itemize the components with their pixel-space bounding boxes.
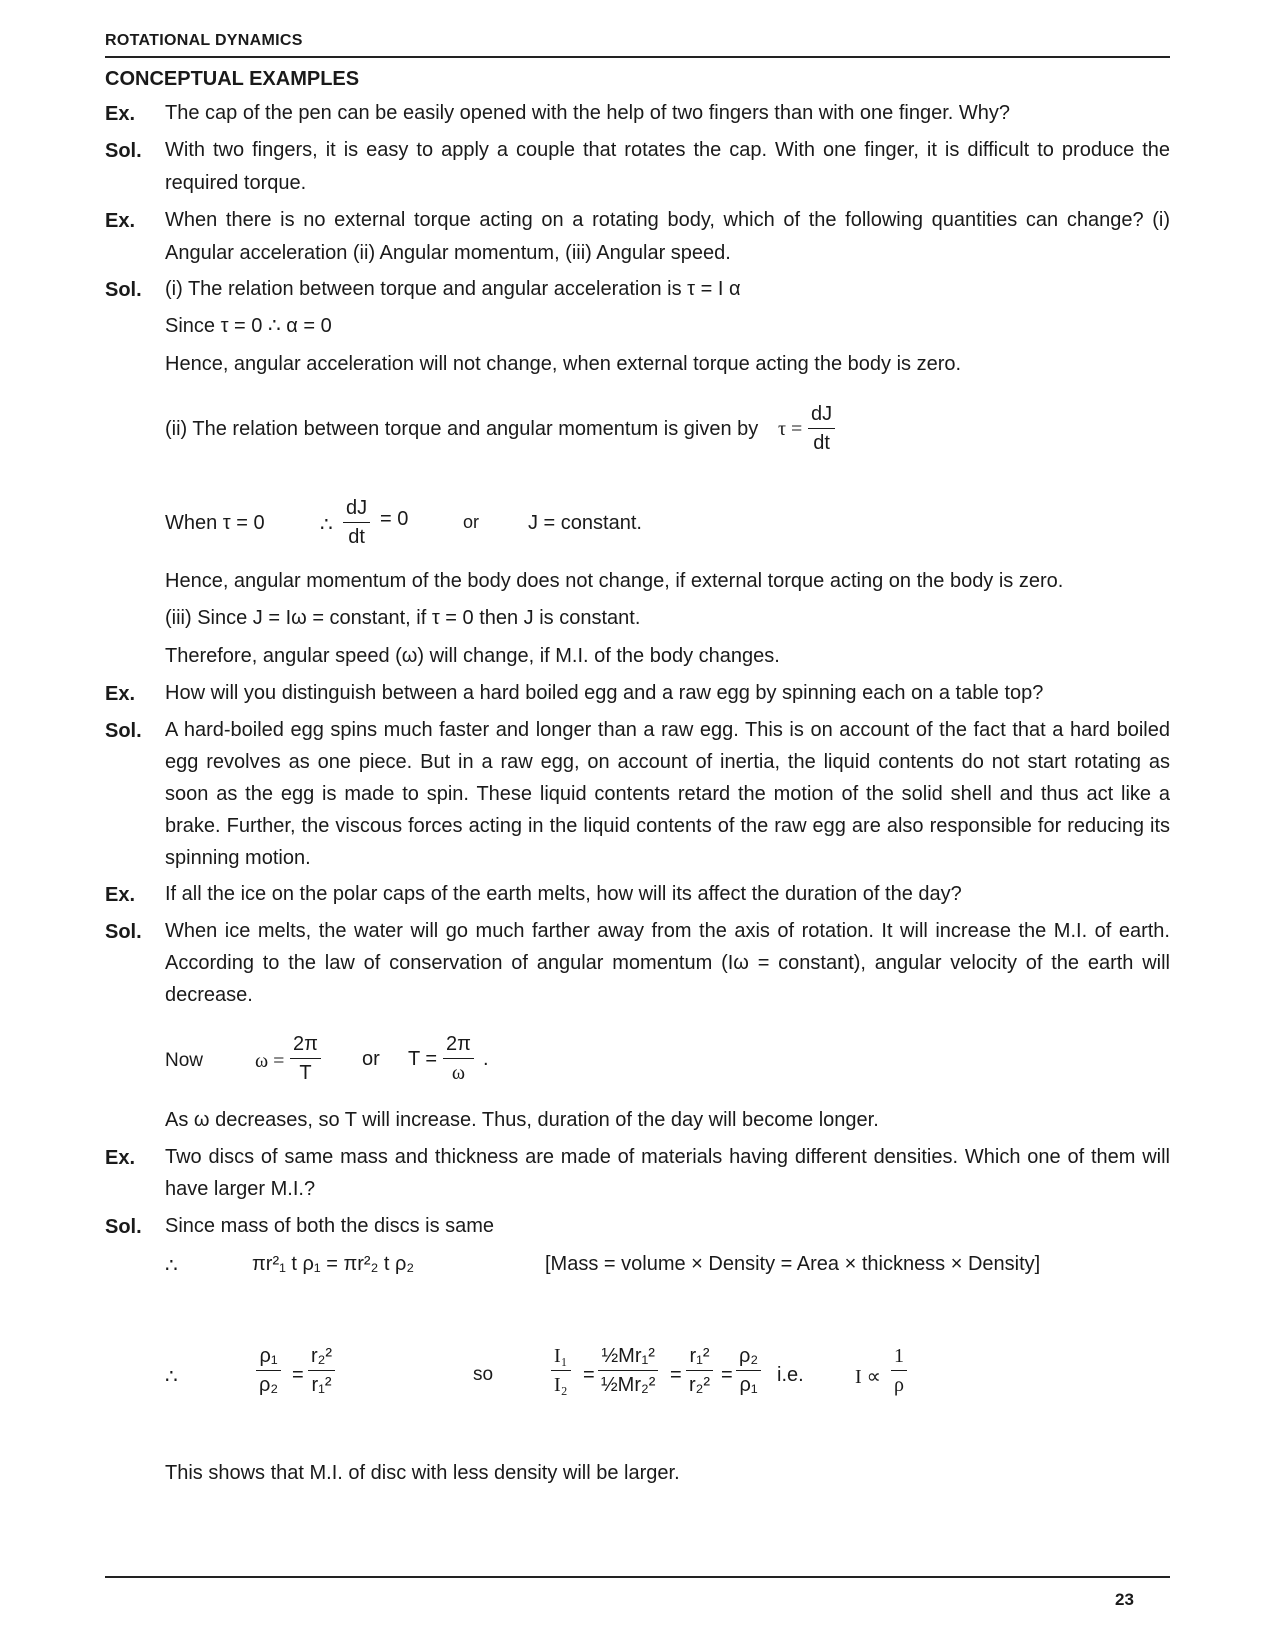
denominator: dt	[348, 526, 365, 548]
q2-question: When there is no external torque acting on a rotating body, which of the following quantities can change? (i) Angular acceleration (ii) Angular momentum, (iii) Angular speed.	[165, 209, 1170, 264]
ex-label: Ex.	[105, 210, 136, 232]
q5-ratio-line	[165, 1322, 1165, 1432]
page-number: 23	[1115, 1590, 1134, 1609]
equals: =	[583, 1364, 595, 1386]
numerator: dJ	[808, 400, 835, 429]
two-pi-over-T	[290, 1030, 321, 1087]
ex-label: Ex.	[105, 103, 136, 125]
equals: =	[292, 1364, 304, 1386]
q2-ii-text: (ii) The relation between torque and angular momentum is given by	[165, 418, 759, 440]
q4-now-line	[165, 1030, 765, 1092]
one-over-rho	[891, 1342, 907, 1399]
sol-label: Sol.	[105, 279, 142, 301]
q1-question: The cap of the pen can be easily opened with the help of two fingers than with one finger. Why?	[165, 102, 1010, 124]
q2-tau-eq: τ =	[778, 418, 803, 440]
q2-hence-1: Hence, angular acceleration will not change, when external torque acting the body is zero.	[165, 353, 962, 375]
or-text: or	[362, 1048, 380, 1070]
equals: =	[670, 1364, 682, 1386]
denominator: ρ₁	[739, 1374, 758, 1396]
denominator: ρ₂	[259, 1374, 279, 1396]
denominator: I₂	[554, 1374, 568, 1396]
rho-inverse-ratio	[736, 1342, 761, 1399]
numerator: 2π	[290, 1030, 321, 1059]
denominator: ρ	[894, 1374, 904, 1396]
q4-solution: When ice melts, the water will go much farther away from the axis of rotation. It will increase the M.I. of earth. According to the law of conservation of angular momentum (Iω = constant), angular velocity of the earth will decrease.	[165, 920, 1170, 1006]
numerator: ρ₂	[736, 1342, 761, 1371]
section-title: CONCEPTUAL EXAMPLES	[105, 68, 360, 90]
q2-solution-i: (i) The relation between torque and angular acceleration is τ = I α	[165, 278, 741, 300]
sol-label: Sol.	[105, 1216, 142, 1238]
radius-ratio	[308, 1342, 335, 1399]
numerator: ½Mr₁²	[598, 1342, 658, 1371]
j-constant: J = constant.	[528, 512, 642, 534]
numerator: ρ₁	[256, 1342, 281, 1371]
half-mr-ratio	[598, 1342, 658, 1399]
now-text: Now	[165, 1050, 204, 1071]
q2-therefore: Therefore, angular speed (ω) will change, if M.I. of the body changes.	[165, 645, 780, 667]
two-pi-over-omega	[443, 1030, 474, 1087]
q5-conclusion: This shows that M.I. of disc with less density will be larger.	[165, 1462, 680, 1484]
I-proportional: I ∝	[855, 1366, 881, 1388]
footer-rule	[105, 1576, 1170, 1578]
sol-label: Sol.	[105, 140, 142, 162]
so-text: so	[473, 1364, 494, 1385]
q1-solution: With two fingers, it is easy to apply a couple that rotates the cap. With one finger, it is difficult to produce the required torque.	[165, 139, 1170, 194]
therefore-symbol: ∴	[165, 1255, 178, 1277]
r-squared-ratio	[686, 1342, 713, 1399]
numerator: 2π	[443, 1030, 474, 1059]
or-text: or	[463, 512, 480, 532]
denominator: r₂²	[689, 1374, 711, 1396]
numerator: 1	[891, 1342, 907, 1371]
numerator: r₂²	[308, 1342, 335, 1371]
mass-equation: πr²₁ t ρ₁ = πr²₂ t ρ₂	[252, 1253, 415, 1275]
omega-eq: ω =	[255, 1050, 285, 1072]
sol-label: Sol.	[105, 921, 142, 943]
q3-solution: A hard-boiled egg spins much faster and longer than a raw egg. This is on account of the fact that a hard boiled egg revolves as one piece. But in a raw egg, on account of inertia, the liquid contents do not start rotating as soon as the egg is made to spin. These liquid contents retard the motion of the solid shell and thus act like a brake. Further, the viscous forces acting in the liquid contents of the raw egg are also responsible for reducing its spinning motion.	[165, 719, 1170, 869]
denominator: ω	[451, 1062, 466, 1084]
therefore-symbol: ∴	[165, 1366, 178, 1388]
q2-iii: (iii) Since J = Iω = constant, if τ = 0 then J is constant.	[165, 607, 641, 629]
T-eq: T =	[408, 1048, 438, 1070]
equals: =	[721, 1364, 733, 1386]
denominator: dt	[813, 432, 830, 454]
denominator: T	[299, 1062, 312, 1084]
numerator: r₁²	[686, 1342, 713, 1371]
inertia-ratio	[551, 1342, 571, 1399]
q2-when-line	[165, 494, 1165, 556]
q2-hence-2: Hence, angular momentum of the body does not change, if external torque acting on the body is zero.	[165, 570, 1064, 592]
ex-label: Ex.	[105, 1147, 136, 1169]
dJ-dt-fraction	[808, 400, 835, 457]
ie-text: i.e.	[777, 1364, 804, 1386]
rho-ratio	[256, 1342, 281, 1399]
therefore-symbol: ∴	[320, 514, 333, 536]
dJ-dt-fraction	[343, 494, 370, 551]
ex-label: Ex.	[105, 683, 136, 705]
numerator: I₁	[551, 1342, 571, 1371]
q2-torque-momentum-line	[165, 400, 1165, 462]
q5-question: Two discs of same mass and thickness are made of materials having different densities. Which one of them will have larger M.I.?	[165, 1146, 1170, 1200]
period: .	[483, 1048, 489, 1070]
header-rule	[105, 56, 1170, 58]
q4-as: As ω decreases, so T will increase. Thus, duration of the day will become longer.	[165, 1109, 879, 1131]
numerator: dJ	[343, 494, 370, 523]
mass-note: [Mass = volume × Density = Area × thickness × Density]	[545, 1253, 1041, 1275]
q5-solution: Since mass of both the discs is same	[165, 1215, 495, 1237]
denominator: r₁²	[311, 1374, 332, 1396]
equals-zero: = 0	[380, 508, 409, 530]
ex-label: Ex.	[105, 884, 136, 906]
q2-since: Since τ = 0 ∴ α = 0	[165, 315, 332, 337]
q3-question: How will you distinguish between a hard boiled egg and a raw egg by spinning each on a table top?	[165, 682, 1044, 704]
sol-label: Sol.	[105, 720, 142, 742]
q4-question: If all the ice on the polar caps of the earth melts, how will its affect the duration of the day?	[165, 883, 962, 905]
running-header: ROTATIONAL DYNAMICS	[105, 32, 303, 49]
denominator: ½Mr₂²	[601, 1374, 656, 1396]
q2-when: When τ = 0	[165, 512, 265, 534]
